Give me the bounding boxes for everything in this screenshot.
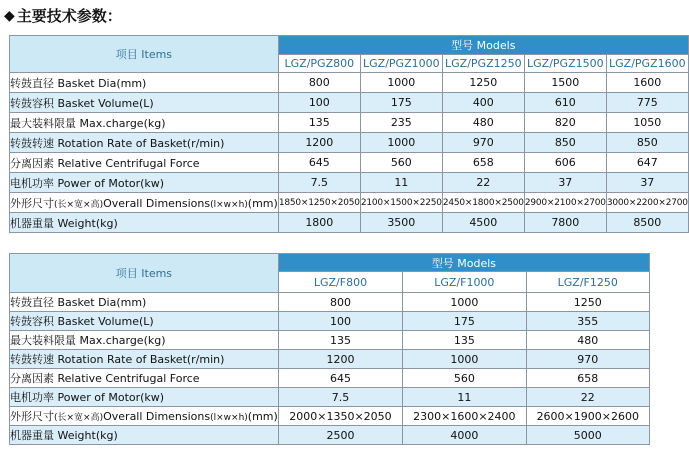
label-part: (长×宽×高) — [54, 413, 104, 423]
cell-value: 11 — [403, 388, 526, 407]
row-label: 转鼓容积 Basket Volume(L) — [10, 93, 279, 113]
cell-value: 1200 — [278, 350, 402, 369]
cell-value: 800 — [278, 73, 360, 93]
cell-value: 175 — [360, 93, 442, 113]
cell-value: 1000 — [403, 350, 526, 369]
cell-value: 2900×2100×2700 — [524, 193, 606, 213]
cell-value: 647 — [606, 153, 688, 173]
cell-value: 11 — [360, 173, 442, 193]
label-part: 外形尺寸 — [10, 196, 54, 210]
models-header: 型号 Models — [278, 254, 649, 272]
cell-value: 1600 — [606, 73, 688, 93]
cell-value: 4000 — [403, 426, 526, 445]
cell-value: 1200 — [278, 133, 360, 153]
cell-value: 610 — [524, 93, 606, 113]
section-heading-text: 主要技术参数： — [16, 7, 122, 25]
label-part: Overall Dimensions — [103, 410, 211, 423]
cell-value: 2450×1800×2500 — [442, 193, 524, 213]
cell-value: 1250 — [442, 73, 524, 93]
row-label: 转鼓转速 Rotation Rate of Basket(r/min) — [10, 133, 279, 153]
cell-value: 606 — [524, 153, 606, 173]
spec-table-pgz — [9, 35, 689, 233]
models-header: 型号 Models — [278, 36, 688, 55]
cell-value: 1250 — [526, 293, 649, 312]
table-row — [10, 426, 650, 445]
table-row — [10, 133, 689, 153]
items-header: 项目 Items — [10, 36, 279, 73]
cell-value: 135 — [278, 113, 360, 133]
label-part: (l×w×h) — [210, 413, 248, 423]
cell-value: 850 — [524, 133, 606, 153]
table-row — [10, 312, 650, 331]
label-part: (长×宽×高) — [54, 199, 104, 210]
row-label: 电机功率 Power of Motor(kw) — [10, 173, 279, 193]
cell-value: 7.5 — [278, 388, 402, 407]
cell-value: 135 — [278, 331, 402, 350]
cell-value: 37 — [524, 173, 606, 193]
cell-value: 480 — [442, 113, 524, 133]
cell-value: 3500 — [360, 213, 442, 233]
table-row — [10, 153, 689, 173]
model-header: LGZ/PGZ1000 — [360, 55, 442, 73]
cell-value: 1000 — [360, 73, 442, 93]
cell-value: 5000 — [526, 426, 649, 445]
cell-value: 100 — [278, 93, 360, 113]
cell-value: 135 — [403, 331, 526, 350]
cell-value: 560 — [360, 153, 442, 173]
table-row — [10, 93, 689, 113]
row-label: 电机功率 Power of Motor(kw) — [10, 388, 279, 407]
row-label: 最大装料限量 Max.charge(kg) — [10, 331, 279, 350]
row-label: 分离因素 Relative Centrifugal Force — [10, 153, 279, 173]
cell-value: 1000 — [403, 293, 526, 312]
row-label: 转鼓容积 Basket Volume(L) — [10, 312, 279, 331]
cell-value: 970 — [442, 133, 524, 153]
cell-value: 100 — [278, 312, 402, 331]
row-label: 机器重量 Weight(kg) — [10, 426, 279, 445]
row-label: 转鼓转速 Rotation Rate of Basket(r/min) — [10, 350, 279, 369]
cell-value: 7800 — [524, 213, 606, 233]
row-label: 转鼓直径 Basket Dia(mm) — [10, 293, 279, 312]
cell-value: 2300×1600×2400 — [403, 407, 526, 426]
table-row — [10, 113, 689, 133]
table-row — [10, 193, 689, 213]
cell-value: 1850×1250×2050 — [278, 193, 360, 213]
table-row — [10, 173, 689, 193]
diamond-bullet-icon: ◆ — [4, 8, 15, 24]
cell-value: 645 — [278, 153, 360, 173]
cell-value: 970 — [526, 350, 649, 369]
row-label: 分离因素 Relative Centrifugal Force — [10, 369, 279, 388]
row-label: 最大装料限量 Max.charge(kg) — [10, 113, 279, 133]
cell-value: 1500 — [524, 73, 606, 93]
cell-value: 1800 — [278, 213, 360, 233]
label-part: Overall Dimensions — [103, 196, 211, 210]
table-row — [10, 388, 650, 407]
row-label — [10, 407, 279, 426]
cell-value: 37 — [606, 173, 688, 193]
cell-value: 7.5 — [278, 173, 360, 193]
cell-value: 355 — [526, 312, 649, 331]
cell-value: 235 — [360, 113, 442, 133]
label-part: (mm) — [247, 410, 278, 423]
table-row — [10, 350, 650, 369]
cell-value: 400 — [442, 93, 524, 113]
cell-value: 560 — [403, 369, 526, 388]
cell-value: 2100×1500×2250 — [360, 193, 442, 213]
cell-value: 775 — [606, 93, 688, 113]
items-header: 项目 Items — [10, 254, 279, 293]
model-header: LGZ/F800 — [278, 272, 402, 293]
table-row — [10, 407, 650, 426]
model-header: LGZ/PGZ800 — [278, 55, 360, 73]
cell-value: 175 — [403, 312, 526, 331]
cell-value: 4500 — [442, 213, 524, 233]
cell-value: 2500 — [278, 426, 402, 445]
cell-value: 1050 — [606, 113, 688, 133]
row-label — [10, 193, 279, 213]
row-label: 机器重量 Weight(kg) — [10, 213, 279, 233]
table-row — [10, 213, 689, 233]
label-part: (l×w×h) — [210, 199, 248, 210]
cell-value: 850 — [606, 133, 688, 153]
cell-value: 1000 — [360, 133, 442, 153]
cell-value: 480 — [526, 331, 649, 350]
cell-value: 22 — [442, 173, 524, 193]
spec-table-f — [9, 253, 650, 445]
cell-value: 2600×1900×2600 — [526, 407, 649, 426]
model-header: LGZ/PGZ1500 — [524, 55, 606, 73]
model-header: LGZ/PGZ1250 — [442, 55, 524, 73]
cell-value: 8500 — [606, 213, 688, 233]
cell-value: 658 — [442, 153, 524, 173]
cell-value: 800 — [278, 293, 402, 312]
row-label: 转鼓直径 Basket Dia(mm) — [10, 73, 279, 93]
label-part: (mm) — [247, 196, 278, 210]
model-header: LGZ/F1000 — [403, 272, 526, 293]
table-row — [10, 293, 650, 312]
cell-value: 22 — [526, 388, 649, 407]
cell-value: 645 — [278, 369, 402, 388]
cell-value: 2000×1350×2050 — [278, 407, 402, 426]
label-part: 外形尺寸 — [10, 410, 54, 423]
model-header: LGZ/PGZ1600 — [606, 55, 688, 73]
table-row — [10, 369, 650, 388]
model-header: LGZ/F1250 — [526, 272, 649, 293]
table-row — [10, 331, 650, 350]
section-heading — [4, 4, 122, 28]
table-row — [10, 73, 689, 93]
cell-value: 3000×2200×2700 — [606, 193, 688, 213]
cell-value: 820 — [524, 113, 606, 133]
cell-value: 658 — [526, 369, 649, 388]
